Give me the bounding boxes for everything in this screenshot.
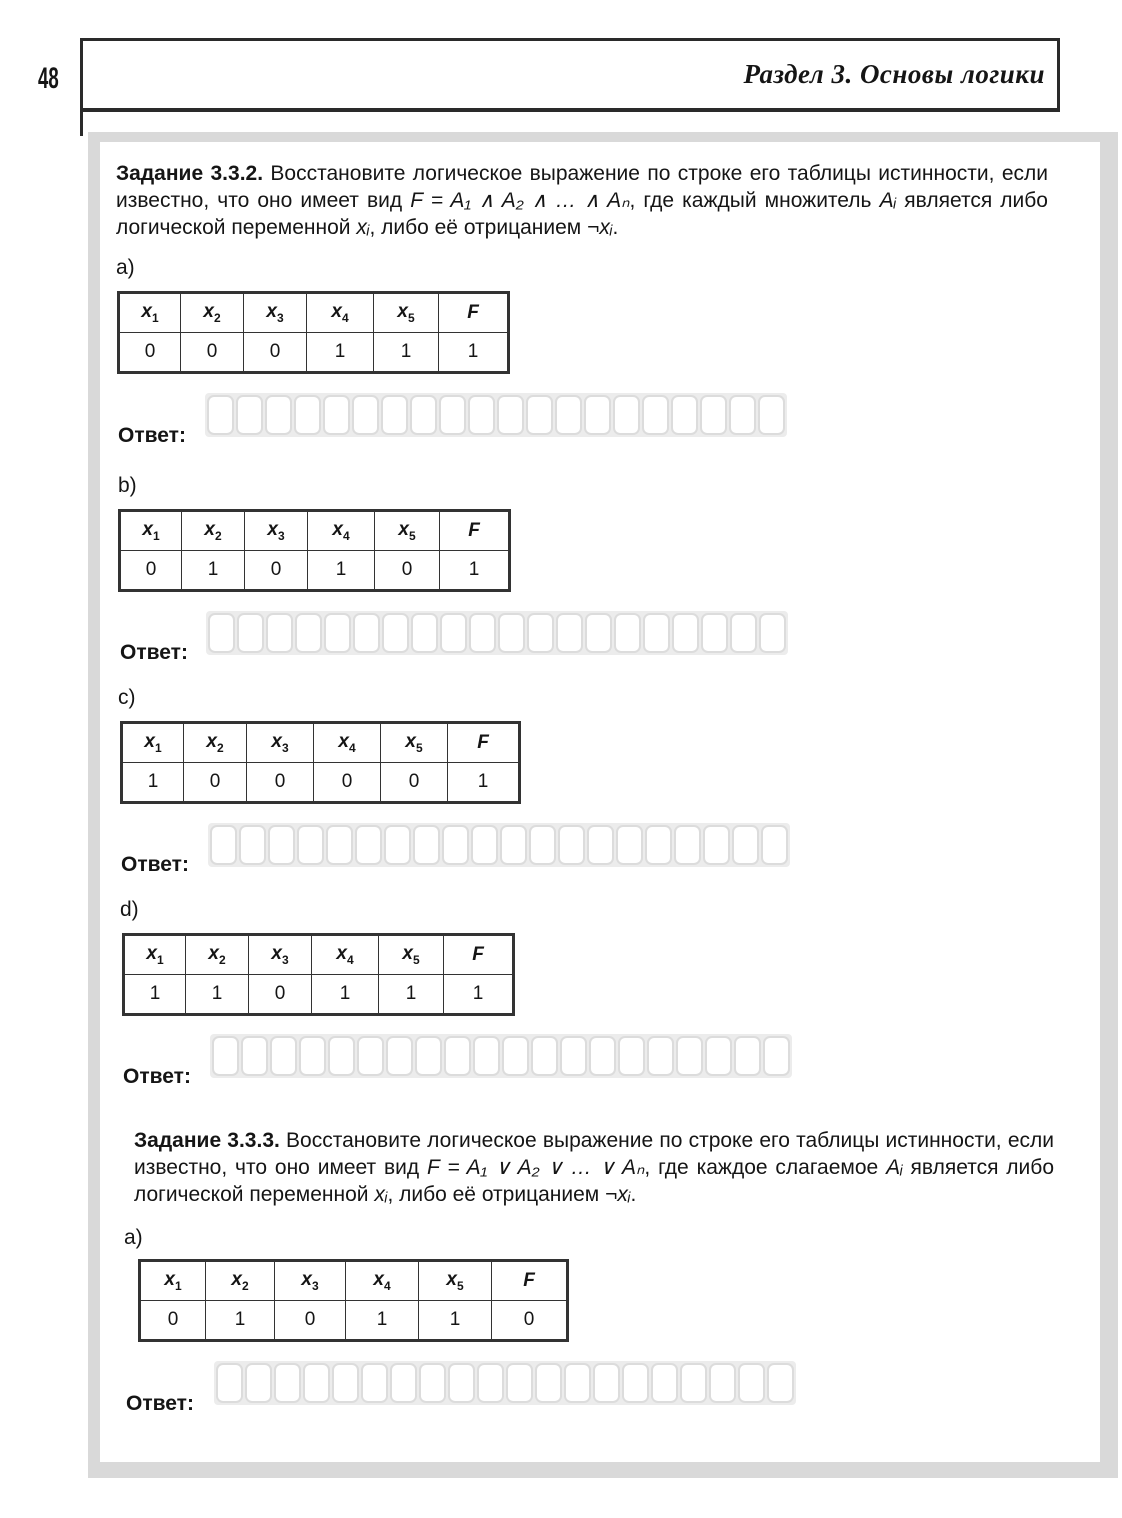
header-cell: $x_4$	[346, 1261, 419, 1301]
header-cell: F	[492, 1261, 568, 1301]
answer-cell[interactable]	[622, 1363, 649, 1403]
answer-cell[interactable]	[651, 1363, 678, 1403]
answer-cell[interactable]	[239, 825, 266, 865]
answer-input-grid[interactable]	[206, 611, 788, 655]
answer-cell[interactable]	[587, 825, 614, 865]
value-cell: 1	[419, 1301, 492, 1341]
truth-table	[117, 291, 510, 374]
answer-cell[interactable]	[564, 1363, 591, 1403]
header-cell: $x_4$	[307, 293, 374, 333]
section-header	[80, 38, 1060, 112]
answer-cell[interactable]	[614, 613, 641, 653]
answer-label: Ответ:	[118, 424, 186, 447]
answer-cell[interactable]	[468, 395, 495, 435]
answer-cell[interactable]	[245, 1363, 272, 1403]
answer-cell[interactable]	[672, 613, 699, 653]
table-row	[124, 975, 514, 1015]
answer-cell[interactable]	[295, 613, 322, 653]
task-332-label: Задание 3.3.2.	[116, 162, 264, 185]
answer-cell[interactable]	[585, 613, 612, 653]
header-cell: F	[439, 293, 509, 333]
task-333-label: Задание 3.3.3.	[134, 1129, 280, 1152]
answer-cell[interactable]	[413, 825, 440, 865]
answer-cell[interactable]	[676, 1036, 703, 1076]
header-cell: $x_4$	[308, 511, 375, 551]
header-cell: $x_5$	[381, 723, 448, 763]
answer-cell[interactable]	[415, 1036, 442, 1076]
answer-cell[interactable]	[236, 395, 263, 435]
value-cell: 1	[206, 1301, 275, 1341]
answer-cell[interactable]	[439, 395, 466, 435]
truth-table	[118, 509, 511, 592]
answer-label: Ответ:	[126, 1392, 194, 1415]
value-cell: 1	[307, 333, 374, 373]
table-row	[122, 763, 520, 803]
answer-cell[interactable]	[442, 825, 469, 865]
header-cell: $x_1$	[119, 293, 181, 333]
answer-cell[interactable]	[274, 1363, 301, 1403]
table-row	[119, 333, 509, 373]
header-cell: $x_5$	[375, 511, 440, 551]
header-cell: $x_1$	[124, 935, 186, 975]
answer-cell[interactable]	[382, 613, 409, 653]
answer-label: Ответ:	[123, 1065, 191, 1088]
answer-cell[interactable]	[444, 1036, 471, 1076]
value-cell: 1	[186, 975, 249, 1015]
header-cell: $x_3$	[275, 1261, 346, 1301]
answer-cell[interactable]	[674, 825, 701, 865]
value-cell: 0	[381, 763, 448, 803]
truth-table	[122, 933, 515, 1016]
answer-cell[interactable]	[440, 613, 467, 653]
answer-cell[interactable]	[473, 1036, 500, 1076]
task-333-formula: F = A₁ ∨ A₂ ∨ … ∨ Aₙ	[427, 1156, 645, 1179]
value-cell: 0	[275, 1301, 346, 1341]
value-cell: 1	[308, 551, 375, 591]
value-cell: 0	[140, 1301, 206, 1341]
value-cell: 1	[122, 763, 184, 803]
answer-cell[interactable]	[734, 1036, 761, 1076]
header-cell: $x_3$	[245, 511, 308, 551]
value-cell: 1	[312, 975, 379, 1015]
answer-cell[interactable]	[266, 613, 293, 653]
answer-cell[interactable]	[477, 1363, 504, 1403]
answer-cell[interactable]	[680, 1363, 707, 1403]
truth-table	[138, 1259, 569, 1342]
answer-cell[interactable]	[709, 1363, 736, 1403]
answer-cell[interactable]	[498, 613, 525, 653]
answer-cell[interactable]	[761, 825, 788, 865]
answer-cell[interactable]	[357, 1036, 384, 1076]
value-cell: 0	[375, 551, 440, 591]
truth-table	[120, 721, 521, 804]
header-cell: $x_2$	[182, 511, 245, 551]
value-cell: 1	[444, 975, 514, 1015]
header-cell: $x_3$	[247, 723, 314, 763]
answer-cell[interactable]	[471, 825, 498, 865]
answer-cell[interactable]	[613, 395, 640, 435]
answer-input-grid[interactable]	[210, 1034, 792, 1078]
answer-cell[interactable]	[526, 395, 553, 435]
header-cell: $x_4$	[314, 723, 381, 763]
answer-cell[interactable]	[705, 1036, 732, 1076]
answer-cell[interactable]	[361, 1363, 388, 1403]
header-cell: F	[444, 935, 514, 975]
answer-input-grid[interactable]	[208, 823, 790, 867]
header-cell: $x_5$	[419, 1261, 492, 1301]
header-cell: $x_5$	[374, 293, 439, 333]
answer-cell[interactable]	[299, 1036, 326, 1076]
table-row	[140, 1301, 568, 1341]
value-cell: 0	[119, 333, 181, 373]
answer-label: Ответ:	[120, 641, 188, 664]
answer-cell[interactable]	[297, 825, 324, 865]
answer-cell[interactable]	[265, 395, 292, 435]
value-cell: 0	[249, 975, 312, 1015]
answer-cell[interactable]	[268, 825, 295, 865]
answer-cell[interactable]	[469, 613, 496, 653]
value-cell: 1	[346, 1301, 419, 1341]
answer-cell[interactable]	[332, 1363, 359, 1403]
value-cell: 1	[440, 551, 510, 591]
value-cell: 1	[439, 333, 509, 373]
answer-cell[interactable]	[390, 1363, 417, 1403]
header-cell: $x_5$	[379, 935, 444, 975]
answer-cell[interactable]	[758, 395, 785, 435]
answer-cell[interactable]	[384, 825, 411, 865]
answer-cell[interactable]	[324, 613, 351, 653]
table-header-row	[124, 935, 514, 975]
answer-cell[interactable]	[763, 1036, 790, 1076]
header-cell: $x_3$	[244, 293, 307, 333]
answer-cell[interactable]	[411, 613, 438, 653]
answer-cell[interactable]	[386, 1036, 413, 1076]
answer-cell[interactable]	[529, 825, 556, 865]
answer-cell[interactable]	[323, 395, 350, 435]
value-cell: 0	[492, 1301, 568, 1341]
task-332-text: Задание 3.3.2. Восстановите логическое выражение по строке его таблицы истинности, если известно, что оно имеет вид F = A₁ ∧ A₂ ∧ … ∧ Aₙ, где каждый множитель Aᵢ является либо логической переменной xᵢ, либо её отрицанием ¬xᵢ.	[116, 162, 1048, 239]
task-332-formula: F = A₁ ∧ A₂ ∧ … ∧ Aₙ	[410, 189, 630, 212]
answer-input-grid[interactable]	[214, 1361, 796, 1405]
header-cell: $x_1$	[120, 511, 182, 551]
header-cell: $x_2$	[186, 935, 249, 975]
header-cell: $x_1$	[140, 1261, 206, 1301]
value-cell: 1	[182, 551, 245, 591]
value-cell: 0	[245, 551, 308, 591]
answer-cell[interactable]	[294, 395, 321, 435]
answer-cell[interactable]	[353, 613, 380, 653]
answer-cell[interactable]	[729, 395, 756, 435]
answer-cell[interactable]	[647, 1036, 674, 1076]
header-cell: $x_1$	[122, 723, 184, 763]
answer-cell[interactable]	[207, 395, 234, 435]
answer-cell[interactable]	[419, 1363, 446, 1403]
answer-cell[interactable]	[642, 395, 669, 435]
answer-cell[interactable]	[558, 825, 585, 865]
value-cell: 0	[314, 763, 381, 803]
answer-cell[interactable]	[527, 613, 554, 653]
table-row	[120, 551, 510, 591]
answer-cell[interactable]	[555, 395, 582, 435]
subtask-label: d)	[120, 898, 139, 921]
answer-cell[interactable]	[593, 1363, 620, 1403]
answer-cell[interactable]	[216, 1363, 243, 1403]
value-cell: 0	[247, 763, 314, 803]
answer-cell[interactable]	[352, 395, 379, 435]
answer-cell[interactable]	[500, 825, 527, 865]
answer-cell[interactable]	[730, 613, 757, 653]
value-cell: 0	[184, 763, 247, 803]
answer-cell[interactable]	[502, 1036, 529, 1076]
answer-cell[interactable]	[618, 1036, 645, 1076]
header-cell: $x_2$	[181, 293, 244, 333]
value-cell: 0	[181, 333, 244, 373]
answer-cell[interactable]	[700, 395, 727, 435]
answer-cell[interactable]	[381, 395, 408, 435]
task-333-text: Задание 3.3.3. Восстановите логическое выражение по строке его таблицы истинности, если известно, что оно имеет вид F = A₁ ∨ A₂ ∨ … ∨ Aₙ, где каждое слагаемое Aᵢ является либо логической переменной xᵢ, либо её отрицанием ¬xᵢ.	[134, 1129, 1054, 1206]
subtask-label: b)	[118, 474, 137, 497]
answer-input-grid[interactable]	[205, 393, 787, 437]
answer-cell[interactable]	[241, 1036, 268, 1076]
header-cell: F	[448, 723, 520, 763]
answer-cell[interactable]	[645, 825, 672, 865]
table-header-row	[122, 723, 520, 763]
answer-cell[interactable]	[560, 1036, 587, 1076]
answer-cell[interactable]	[671, 395, 698, 435]
answer-cell[interactable]	[328, 1036, 355, 1076]
answer-cell[interactable]	[237, 613, 264, 653]
header-stem	[80, 108, 83, 136]
value-cell: 1	[448, 763, 520, 803]
value-cell: 0	[120, 551, 182, 591]
answer-cell[interactable]	[584, 395, 611, 435]
answer-cell[interactable]	[738, 1363, 765, 1403]
header-cell: $x_3$	[249, 935, 312, 975]
answer-cell[interactable]	[589, 1036, 616, 1076]
answer-cell[interactable]	[270, 1036, 297, 1076]
answer-cell[interactable]	[212, 1036, 239, 1076]
value-cell: 1	[374, 333, 439, 373]
answer-cell[interactable]	[767, 1363, 794, 1403]
answer-label: Ответ:	[121, 853, 189, 876]
header-cell: F	[440, 511, 510, 551]
subtask-label: a)	[124, 1226, 143, 1249]
answer-cell[interactable]	[701, 613, 728, 653]
header-cell: $x_2$	[206, 1261, 275, 1301]
table-header-row	[119, 293, 509, 333]
answer-cell[interactable]	[303, 1363, 330, 1403]
table-header-row	[140, 1261, 568, 1301]
header-cell: $x_4$	[312, 935, 379, 975]
answer-cell[interactable]	[497, 395, 524, 435]
answer-cell[interactable]	[355, 825, 382, 865]
answer-cell[interactable]	[208, 613, 235, 653]
value-cell: 1	[124, 975, 186, 1015]
answer-cell[interactable]	[643, 613, 670, 653]
answer-cell[interactable]	[616, 825, 643, 865]
answer-cell[interactable]	[410, 395, 437, 435]
answer-cell[interactable]	[210, 825, 237, 865]
subtask-label: c)	[118, 686, 136, 709]
answer-cell[interactable]	[535, 1363, 562, 1403]
value-cell: 0	[244, 333, 307, 373]
answer-cell[interactable]	[732, 825, 759, 865]
answer-cell[interactable]	[326, 825, 353, 865]
answer-cell[interactable]	[556, 613, 583, 653]
subtask-label: a)	[116, 256, 135, 279]
table-header-row	[120, 511, 510, 551]
header-cell: $x_2$	[184, 723, 247, 763]
answer-cell[interactable]	[703, 825, 730, 865]
page-number: 48	[38, 62, 59, 95]
answer-cell[interactable]	[531, 1036, 558, 1076]
section-title: Раздел 3. Основы логики	[743, 59, 1045, 89]
value-cell: 1	[379, 975, 444, 1015]
answer-cell[interactable]	[448, 1363, 475, 1403]
answer-cell[interactable]	[759, 613, 786, 653]
answer-cell[interactable]	[506, 1363, 533, 1403]
